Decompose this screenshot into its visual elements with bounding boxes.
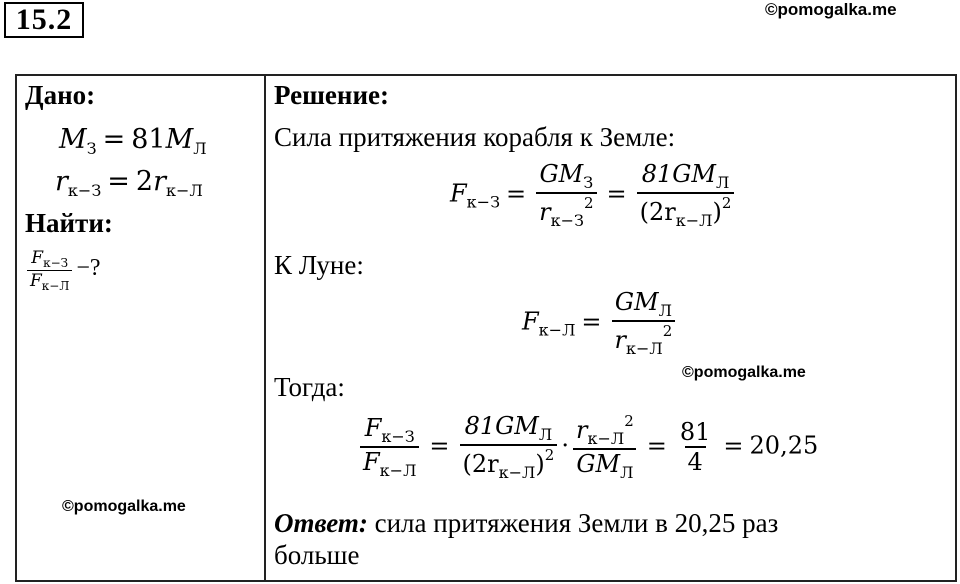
solution-column	[266, 76, 955, 580]
solution-line-earth: Сила притяжения корабля к Земле:	[274, 122, 676, 152]
given-title: Дано:	[25, 80, 96, 110]
answer-line-2: больше	[274, 540, 360, 570]
formula-ratio: $\frac{F_{к-З}}{F_{к-Л}}$ = $\frac{81GM_Л}{(2r_{к-Л})^2}$ · $\frac{r_{к-Л}^2}{GM_Л}$ = $\frac{81}{4}$ = 20,25	[356, 412, 818, 482]
watermark-top: ©pomogalka.me	[765, 0, 897, 19]
solution-title: Решение:	[274, 80, 389, 110]
formula-earth-force: $F_{к-З}$ = $\frac{GM_З}{r_{к-З}^2}$ = $\frac{81GM_Л}{(2r_{к-Л})^2}$	[450, 160, 738, 230]
find-expression: $\frac{F_{к-З}}{F_{к-Л}}$ −?	[23, 248, 101, 293]
given-mass-equation: $M_З = 81M_Л$	[59, 124, 207, 158]
find-title: Найти:	[25, 208, 113, 238]
answer-line: Ответ: сила притяжения Земли в 20,25 раз	[274, 508, 779, 538]
given-radius-equation: $r_{к-З} = 2r_{к-Л}$	[55, 166, 203, 200]
solution-line-moon: К Луне:	[274, 250, 364, 280]
problem-number: 15.2	[4, 2, 84, 38]
solution-line-then: Тогда:	[274, 372, 345, 402]
watermark-middle: ©pomogalka.me	[682, 364, 806, 381]
formula-moon-force: $F_{к-Л}$ = $\frac{GM_Л}{r_{к-Л}^2}$	[522, 288, 679, 358]
watermark-left: ©pomogalka.me	[62, 498, 186, 515]
